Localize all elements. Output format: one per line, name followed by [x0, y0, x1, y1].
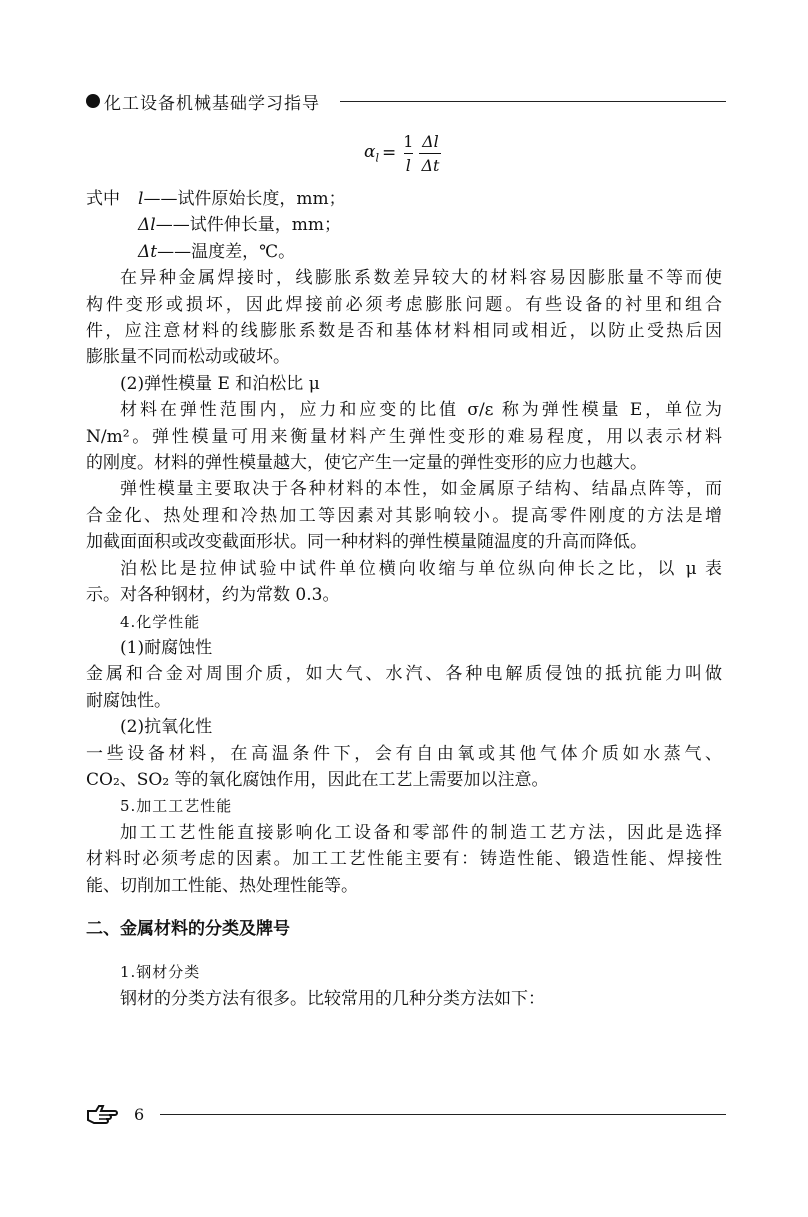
paragraph-steel-classification: 钢材的分类方法有很多。比较常用的几种分类方法如下： [120, 988, 545, 1009]
formula-equals: = [382, 143, 397, 163]
page-number: 6 [134, 1104, 145, 1124]
paragraph-elastic-modulus: 材料在弹性范围内，应力和应变的比值 σ/ε 称为弹性模量 E，单位为 N/m²。弹性模量可用来衡量材料产生弹性变形的难易程度，用以表示材料 的刚度。材料的弹性模量越大，使它产生一定量的弹性变形的应力也越大。 [86, 400, 722, 474]
subheading-corrosion-resistance: (1)耐腐蚀性 [120, 637, 213, 658]
section-steel-classification: 1.钢材分类 [120, 963, 201, 982]
bullet-icon [86, 94, 100, 108]
paragraph-processing: 加工工艺性能直接影响化工设备和零部件的制造工艺方法，因此是选择 材料时必须考虑的因素。加工工艺性能主要有：铸造性能、锻造性能、焊接性 能、切削加工性能、热处理性能等。 [86, 822, 722, 896]
formula-lhs: $\alpha_l$ [364, 141, 380, 165]
subheading-elastic-modulus: (2)弹性模量 E 和泊松比 μ [120, 373, 320, 394]
expansion-formula [364, 128, 443, 178]
paragraph-modulus-factors: 弹性模量主要取决于各种材料的本性，如金属原子结构、结晶点阵等，而 合金化、热处理和冷热加工等因素对其影响较小。提高零件刚度的方法是增 加截面面积或改变截面形状。同一种材料的弹性模量随温度的升高而降低。 [86, 479, 722, 553]
section-heading-metal-classification: 二、金属材料的分类及牌号 [86, 918, 290, 939]
pointing-hand-icon [86, 1103, 126, 1125]
page-footer [86, 1100, 726, 1128]
paragraph-welding-expansion: 在异种金属焊接时，线膨胀系数差异较大的材料容易因膨胀量不等而使 构件变形或损坏，因此焊接前必须考虑膨胀问题。有些设备的衬里和组合 件，应注意材料的线膨胀系数是否和基体材料相同或相近，以防止受热后因 膨胀量不同而松动或破坏。 [86, 268, 722, 368]
definition-row: Δt——温度差，℃。 [138, 241, 296, 262]
paragraph-corrosion: 金属和合金对周围介质，如大气、水汽、各种电解质侵蚀的抵抗能力叫做 耐腐蚀性。 [86, 664, 722, 711]
subheading-oxidation-resistance: (2)抗氧化性 [120, 717, 213, 738]
footer-rule [160, 1114, 726, 1115]
paragraph-poisson-ratio: 泊松比是拉伸试验中试件单位横向收缩与单位纵向伸长之比，以 μ 表 示。对各种钢材，约为常数 0.3。 [86, 558, 722, 606]
running-header [86, 88, 726, 114]
definition-row: 式中 l——试件原始长度，mm； [86, 189, 346, 209]
header-rule [340, 101, 726, 102]
formula-fraction-2: $\frac{\Delta l}{\Delta t}$ [421, 131, 440, 175]
definition-row: Δl——试件伸长量，mm； [138, 215, 341, 236]
section-chemical-properties: 4.化学性能 [120, 612, 201, 631]
section-processing-properties: 5.加工工艺性能 [120, 797, 233, 816]
formula-fraction-1: $\frac{1}{l}$ [403, 131, 414, 175]
paragraph-oxidation: 一些设备材料，在高温条件下，会有自由氧或其他气体介质如水蒸气、 CO₂、SO₂ 等的氧化腐蚀作用，因此在工艺上需要加以注意。 [86, 743, 722, 790]
header-title: 化工设备机械基础学习指导 [104, 93, 320, 114]
page-body [86, 186, 722, 1012]
